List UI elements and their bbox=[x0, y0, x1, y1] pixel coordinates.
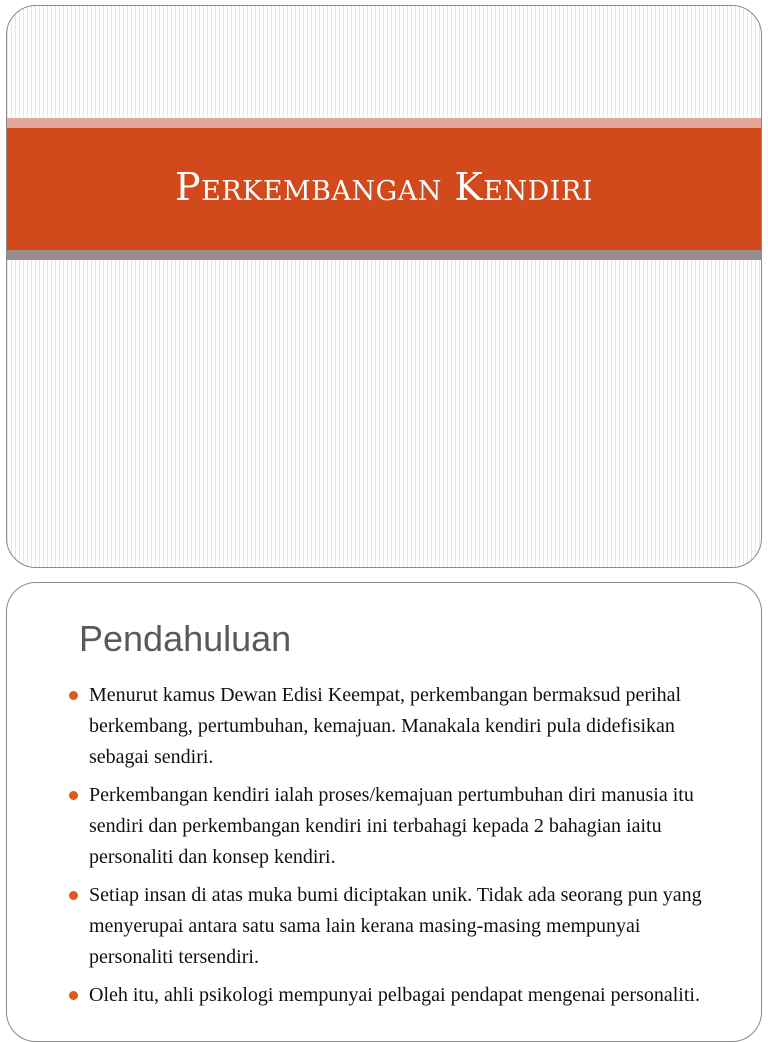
bullet-dot-icon bbox=[69, 891, 78, 900]
bullet-text: Perkembangan kendiri ialah proses/kemajuan pertumbuhan diri manusia itu sendiri dan perkembangan kendiri ini terbahagi kepada 2 bahagian iaitu personaliti dan konsep kendiri. bbox=[89, 784, 694, 868]
content-slide bbox=[6, 582, 762, 1042]
bullet-item bbox=[69, 980, 729, 1011]
bullet-item bbox=[69, 780, 729, 873]
bullet-item bbox=[69, 680, 729, 773]
bullet-list bbox=[69, 680, 729, 1018]
bullet-dot-icon bbox=[69, 791, 78, 800]
title-stripe-bottom bbox=[7, 250, 761, 260]
title-stripe-top bbox=[7, 118, 761, 128]
bullet-dot-icon bbox=[69, 691, 78, 700]
title-slide bbox=[6, 5, 762, 568]
slide-heading: Pendahuluan bbox=[79, 618, 292, 659]
bullet-item bbox=[69, 880, 729, 973]
bullet-text: Oleh itu, ahli psikologi mempunyai pelbagai pendapat mengenai personaliti. bbox=[89, 984, 700, 1006]
bullet-text: Setiap insan di atas muka bumi diciptakan unik. Tidak ada seorang pun yang menyerupai antara satu sama lain kerana masing-masing mempunyai personaliti tersendiri. bbox=[89, 884, 702, 968]
bullet-text: Menurut kamus Dewan Edisi Keempat, perkembangan bermaksud perihal berkembang, pertumbuhan, kemajuan. Manakala kendiri pula didefisikan sebagai sendiri. bbox=[89, 684, 682, 768]
bullet-dot-icon bbox=[69, 991, 78, 1000]
slide-title: Perkembangan Kendiri bbox=[175, 165, 593, 209]
